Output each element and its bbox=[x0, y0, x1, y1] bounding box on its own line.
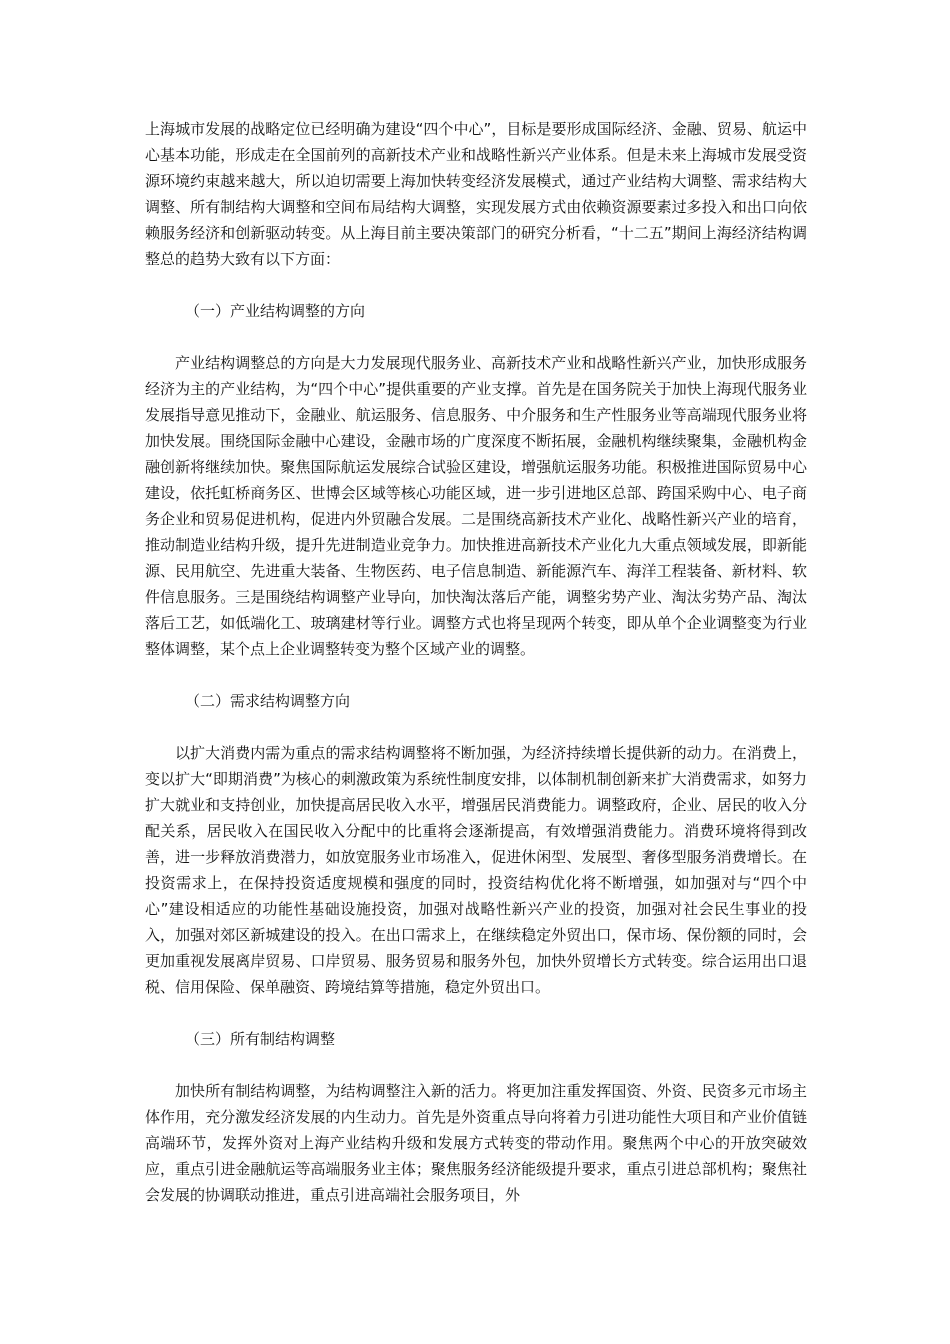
document-body bbox=[145, 116, 807, 1208]
spacer bbox=[145, 662, 807, 688]
spacer bbox=[145, 714, 807, 740]
spacer bbox=[145, 1052, 807, 1078]
section-1-body: 产业结构调整总的方向是大力发展现代服务业、高新技术产业和战略性新兴产业，加快形成服务经济为主的产业结构，为“四个中心”提供重要的产业支撑。首先是在国务院关于加快上海现代服务业发展指导意见推动下，金融业、航运服务、信息服务、中介服务和生产性服务业等高端现代服务业将加快发展。围绕国际金融中心建设，金融市场的广度深度不断拓展，金融机构继续聚集，金融机构金融创新将继续加快。聚焦国际航运发展综合试验区建设，增强航运服务功能。积极推进国际贸易中心建设，依托虹桥商务区、世博会区域等核心功能区域，进一步引进地区总部、跨国采购中心、电子商务企业和贸易促进机构，促进内外贸融合发展。二是围绕高新技术产业化、战略性新兴产业的培育，推动制造业结构升级，提升先进制造业竞争力。加快推进高新技术产业化九大重点领域发展，即新能源、民用航空、先进重大装备、生物医药、电子信息制造、新能源汽车、海洋工程装备、新材料、软件信息服务。三是围绕结构调整产业导向，加快淘汰落后产能，调整劣势产业、淘汰劣势产品、淘汰落后工艺，如低端化工、玻璃建材等行业。调整方式也将呈现两个转变，即从单个企业调整变为行业整体调整，某个点上企业调整转变为整个区域产业的调整。 bbox=[145, 354, 807, 658]
section-1-heading: （一）产业结构调整的方向 bbox=[185, 302, 366, 320]
spacer bbox=[145, 1000, 807, 1026]
spacer bbox=[145, 272, 807, 298]
section-3-body: 加快所有制结构调整，为结构调整注入新的活力。将更加注重发挥国资、外资、民资多元市场主体作用，充分激发经济发展的内生动力。首先是外资重点导向将着力引进功能性大项目和产业价值链高端环节，发挥外资对上海产业结构升级和发展方式转变的带动作用。聚焦两个中心的开放突破效应，重点引进金融航运等高端服务业主体；聚焦服务经济能级提升要求，重点引进总部机构；聚焦社会发展的协调联动推进，重点引进高端社会服务项目，外 bbox=[145, 1082, 807, 1204]
section-2-body: 以扩大消费内需为重点的需求结构调整将不断加强，为经济持续增长提供新的动力。在消费上，变以扩大“即期消费”为核心的刺激政策为系统性制度安排，以体制机制创新来扩大消费需求，如努力扩大就业和支持创业，加快提高居民收入水平，增强居民消费能力。调整政府，企业、居民的收入分配关系，居民收入在国民收入分配中的比重将会逐渐提高，有效增强消费能力。消费环境将得到改善，进一步释放消费潜力，如放宽服务业市场准入，促进休闲型、发展型、奢侈型服务消费增长。在投资需求上，在保持投资适度规模和强度的同时，投资结构优化将不断增强，如加强对与“四个中心”建设相适应的功能性基础设施投资，加强对战略性新兴产业的投资，加强对社会民生事业的投入，加强对郊区新城建设的投入。在出口需求上，在继续稳定外贸出口，保市场、保份额的同时，会更加重视发展离岸贸易、口岸贸易、服务贸易和服务外包，加快外贸增长方式转变。综合运用出口退税、信用保险、保单融资、跨境结算等措施，稳定外贸出口。 bbox=[145, 744, 807, 996]
section-3-heading: （三）所有制结构调整 bbox=[185, 1030, 336, 1048]
spacer bbox=[145, 324, 807, 350]
intro-paragraph: 上海城市发展的战略定位已经明确为建设“四个中心”，目标是要形成国际经济、金融、贸易、航运中心基本功能，形成走在全国前列的高新技术产业和战略性新兴产业体系。但是未来上海城市发展受资源环境约束越来越大，所以迫切需要上海加快转变经济发展模式，通过产业结构大调整、需求结构大调整、所有制结构大调整和空间布局结构大调整，实现发展方式由依赖资源要素过多投入和出口向依赖服务经济和创新驱动转变。从上海目前主要决策部门的研究分析看，“十二五”期间上海经济结构调整总的趋势大致有以下方面： bbox=[145, 120, 807, 268]
section-2-heading: （二）需求结构调整方向 bbox=[185, 692, 351, 710]
